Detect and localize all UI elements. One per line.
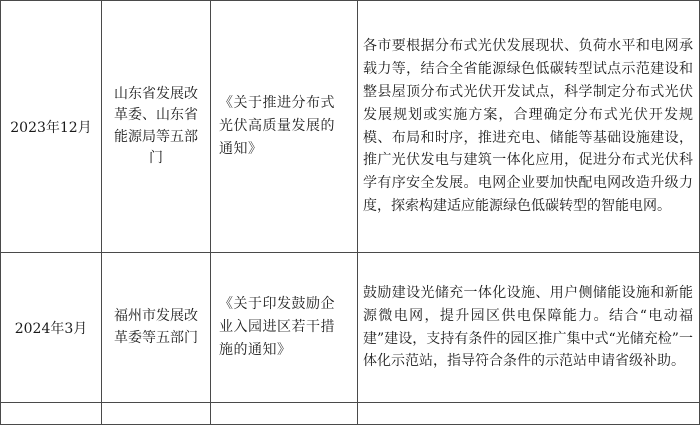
- empty-cell: [1, 403, 102, 425]
- policy-title: 《关于印发鼓励企业入园进区若干措施的通知》: [219, 296, 335, 358]
- department-text: 山东省发展改革委、山东省能源局等五部门: [114, 85, 198, 166]
- date-text: 2024年3月: [14, 320, 88, 337]
- table-row: [1, 253, 700, 403]
- department-text: 福州市发展改革委等五部门: [114, 308, 198, 346]
- content-text: 各市要根据分布式光伏发展现状、负荷水平和电网承载力等，结合全省能源绿色低碳转型试点示范建设和整县屋顶分布式光伏开发试点，科学制定分布式光伏发展规划或实施方案，合理确定分布式光伏开发规模、布局和时序，推进充电、储能等基础设施建设，推广光伏发电与建筑一体化应用，促进分布式光伏科学有序安全发展。电网企业要加快配电网改造升级力度，探索构建适应能源绿色低碳转型的智能电网。: [363, 38, 693, 214]
- empty-cell: [358, 403, 700, 425]
- policy-cell: [211, 253, 358, 403]
- empty-cell: [211, 403, 358, 425]
- policy-cell: [211, 1, 358, 253]
- date-cell: [1, 253, 102, 403]
- department-cell: [102, 253, 211, 403]
- content-cell: [358, 253, 700, 403]
- content-cell: [358, 1, 700, 253]
- date-text: 2023年12月: [10, 119, 92, 136]
- date-cell: [1, 1, 102, 253]
- table-row-partial: [1, 403, 700, 425]
- empty-cell: [102, 403, 211, 425]
- department-cell: [102, 1, 211, 253]
- content-text: 鼓励建设光储充一体化设施、用户侧储能设施和新能源微电网，提升园区供电保障能力。结合“电动福建”建设，支持有条件的园区推广集中式“光储充检”一体化示范站，指导符合条件的示范站申请省级补助。: [363, 284, 693, 370]
- policy-title: 《关于推进分布式光伏高质量发展的通知》: [219, 95, 335, 157]
- table-row: [1, 1, 700, 253]
